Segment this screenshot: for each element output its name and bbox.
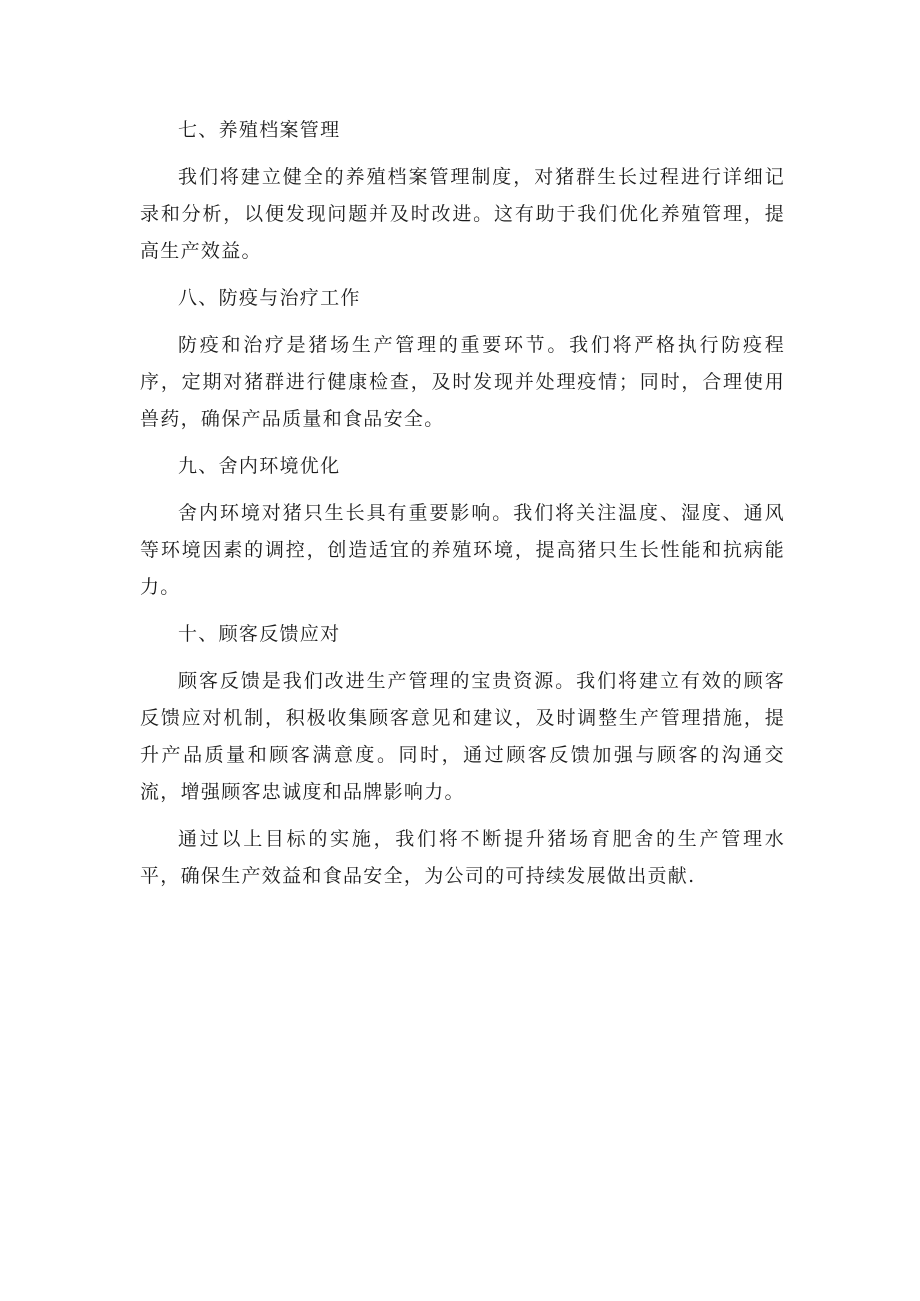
conclusion-paragraph: 通过以上目标的实施，我们将不断提升猪场育肥舍的生产管理水平，确保生产效益和食品安全，为公司的可持续发展做出贡献. bbox=[140, 828, 785, 887]
section-heading-7: 七、养殖档案管理 bbox=[178, 119, 341, 141]
section-paragraph-10: 顾客反馈是我们改进生产管理的宝贵资源。我们将建立有效的顾客反馈应对机制，积极收集顾客意见和建议，及时调整生产管理措施，提升产品质量和顾客满意度。同时，通过顾客反馈加强与顾客的沟通交流，增强顾客忠诚度和品牌影响力。 bbox=[140, 670, 785, 803]
section-heading-8: 八、防疫与治疗工作 bbox=[178, 287, 361, 309]
section-heading-10: 十、顾客反馈应对 bbox=[178, 623, 341, 645]
section-paragraph-7: 我们将建立健全的养殖档案管理制度，对猪群生长过程进行详细记录和分析，以便发现问题并及时改进。这有助于我们优化养殖管理，提高生产效益。 bbox=[140, 166, 785, 262]
section-heading-9: 九、舍内环境优化 bbox=[178, 455, 341, 477]
section-paragraph-9: 舍内环境对猪只生长具有重要影响。我们将关注温度、湿度、通风等环境因素的调控，创造适宜的养殖环境，提高猪只生长性能和抗病能力。 bbox=[140, 502, 785, 598]
document-body bbox=[140, 112, 785, 905]
section-paragraph-8: 防疫和治疗是猪场生产管理的重要环节。我们将严格执行防疫程序，定期对猪群进行健康检查，及时发现并处理疫情；同时，合理使用兽药，确保产品质量和食品安全。 bbox=[140, 334, 785, 430]
